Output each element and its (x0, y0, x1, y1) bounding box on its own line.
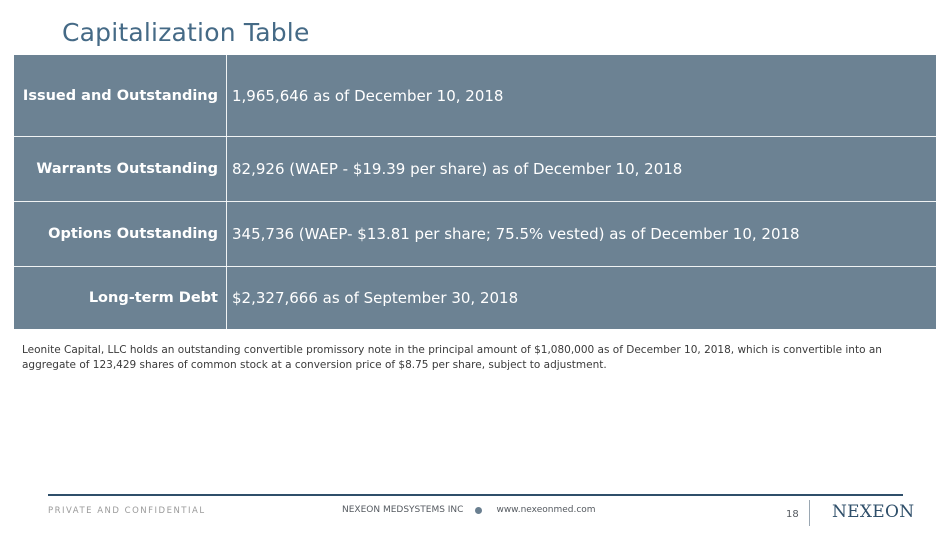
row-value: 1,965,646 as of December 10, 2018 (232, 86, 504, 105)
row-value: $2,327,666 as of September 30, 2018 (232, 289, 519, 307)
confidential-label: PRIVATE AND CONFIDENTIAL (48, 506, 206, 516)
page-number: 18 (786, 509, 799, 520)
footnote: Leonite Capital, LLC holds an outstanding convertible promissory note in the principal amount of $1,080,000 as of December 10, 2018, which is convertible into an aggregate of 123,429 shares of common stock at a conversion price of $8.75 per share, subject to adjustment. (22, 344, 882, 371)
row-value: 82,926 (WAEP - $19.39 per share) as of December 10, 2018 (232, 160, 683, 178)
row-label: Warrants Outstanding (36, 161, 218, 177)
page-title: Capitalization Table (62, 18, 310, 47)
table-row (14, 55, 936, 136)
website-link[interactable]: www.nexeonmed.com (496, 505, 596, 515)
table-row (14, 202, 936, 266)
row-label: Issued and Outstanding (22, 87, 218, 104)
company-name: NEXEON MEDSYSTEMS INC (342, 505, 464, 515)
footer-divider (48, 494, 903, 496)
row-label: Long-term Debt (88, 290, 218, 306)
row-value: 345,736 (WAEP- $13.81 per share; 75.5% vested) as of December 10, 2018 (232, 225, 800, 243)
row-label: Options Outstanding (48, 226, 218, 242)
footer-vertical-divider (809, 500, 810, 526)
bullet-icon (475, 507, 482, 514)
table-row (14, 267, 936, 329)
nexeon-logo: NEXEON (832, 502, 915, 522)
table-row (14, 137, 936, 201)
footer-company-info (342, 505, 596, 515)
capitalization-table (14, 55, 936, 329)
